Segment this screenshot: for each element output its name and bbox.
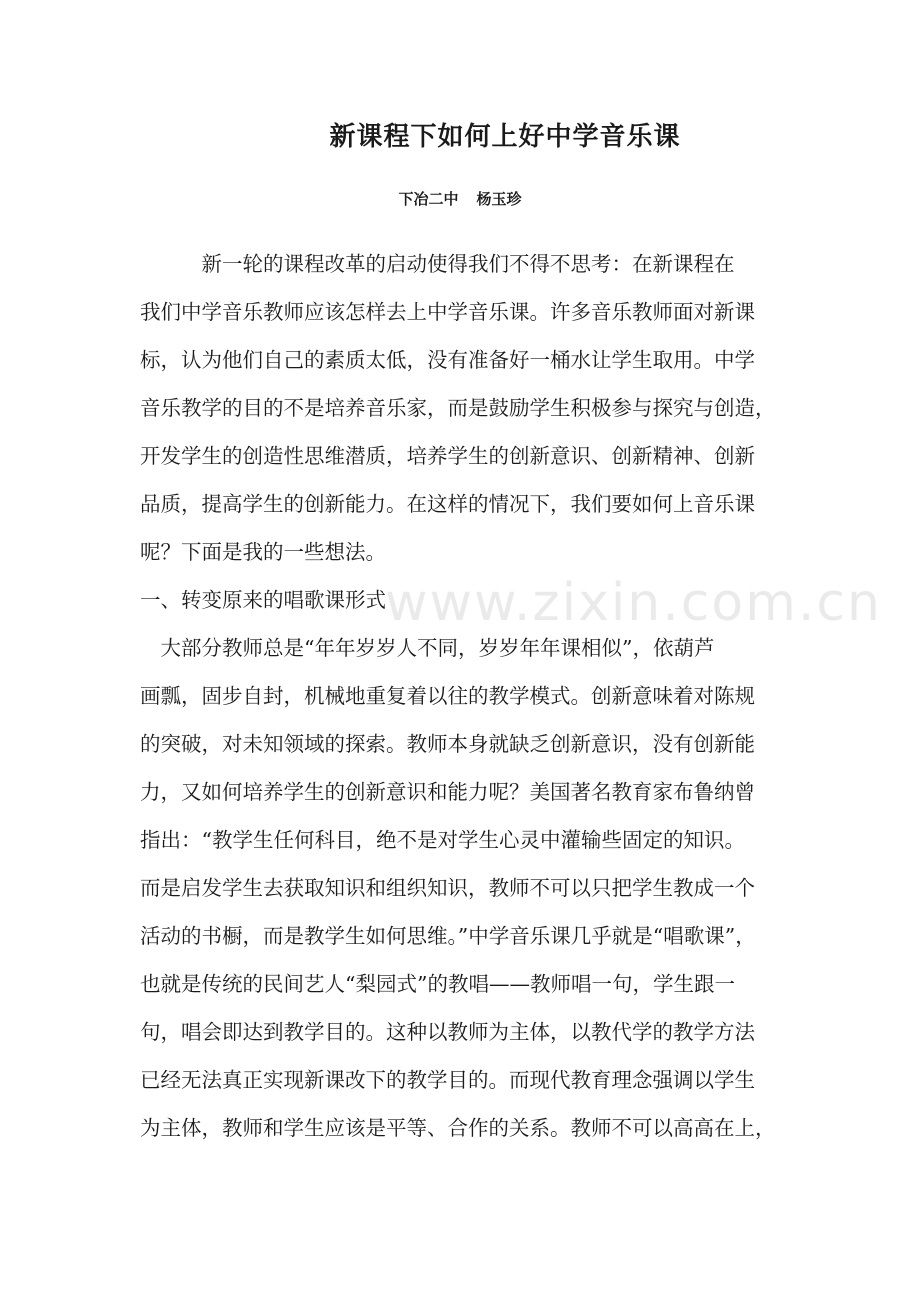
text-line: 也就是传统的民间艺人“梨园式”的教唱——教师唱一句，学生跟一	[140, 972, 735, 996]
text-line: 画瓢，固步自封，机械地重复着以往的教学模式。创新意味着对陈规	[140, 684, 755, 708]
text-line: 力，又如何培养学生的创新意识和能力呢？美国著名教育家布鲁纳曾	[140, 780, 755, 804]
text-line: 音乐教学的目的不是培养音乐家，而是鼓励学生积极参与探究与创造，	[140, 396, 776, 420]
byline-school: 下冶二中	[398, 190, 459, 208]
text-line: 新一轮的课程改革的启动使得我们不得不思考：在新课程在	[140, 252, 735, 276]
text-line: 呢？下面是我的一些想法。	[140, 540, 386, 564]
byline-author: 杨玉珍	[476, 190, 522, 208]
text-line: 一、转变原来的唱歌课形式	[140, 588, 386, 612]
byline	[0, 188, 920, 209]
text-line: 指出：“教学生任何科目，绝不是对学生心灵中灌输些固定的知识。	[140, 828, 745, 852]
text-line: 开发学生的创造性思维潜质，培养学生的创新意识、创新精神、创新	[140, 444, 755, 468]
text-line: 标，认为他们自己的素质太低，没有准备好一桶水让学生取用。中学	[140, 348, 755, 372]
document-body	[140, 240, 790, 1152]
text-line: 我们中学音乐教师应该怎样去上中学音乐课。许多音乐教师面对新课	[140, 300, 755, 324]
document-title: 新课程下如何上好中学音乐课	[329, 122, 681, 152]
text-line: 句，唱会即达到教学目的。这种以教师为主体，以教代学的教学方法	[140, 1020, 755, 1044]
watermark: www.zixin.com.cn	[385, 573, 882, 633]
text-line: 品质，提高学生的创新能力。在这样的情况下，我们要如何上音乐课	[140, 492, 755, 516]
text-line: 活动的书橱，而是教学生如何思维。”中学音乐课几乎就是“唱歌课”，	[140, 924, 756, 948]
text-line: 而是启发学生去获取知识和组织知识，教师不可以只把学生教成一个	[140, 876, 755, 900]
text-line: 的突破，对未知领域的探索。教师本身就缺乏创新意识，没有创新能	[140, 732, 755, 756]
text-line: 为主体，教师和学生应该是平等、合作的关系。教师不可以高高在上，	[140, 1116, 776, 1140]
text-line: 大部分教师总是“年年岁岁人不同，岁岁年年课相似”，依葫芦	[140, 636, 715, 660]
text-line: 已经无法真正实现新课改下的教学目的。而现代教育理念强调以学生	[140, 1068, 755, 1092]
